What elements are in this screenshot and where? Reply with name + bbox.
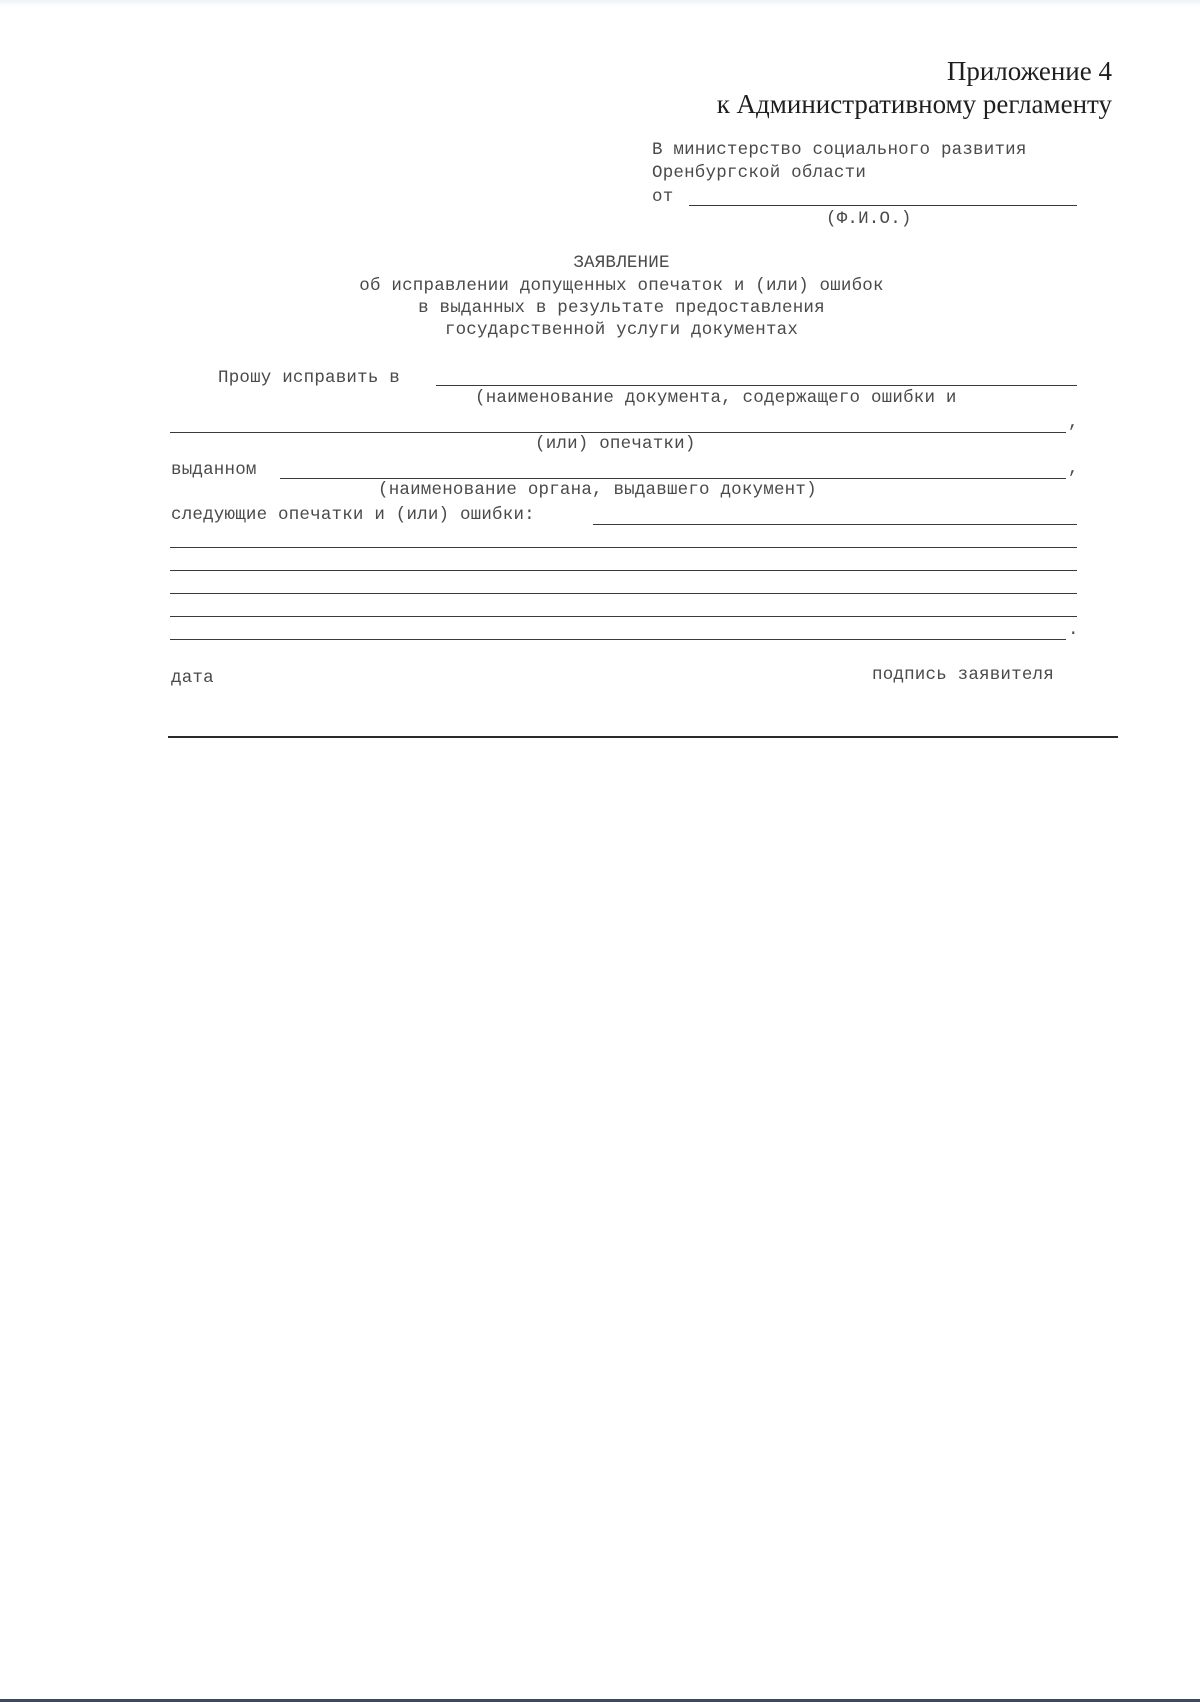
- date-label: дата: [171, 668, 214, 688]
- errors-field-line-6[interactable]: [170, 639, 1066, 640]
- fio-field-line[interactable]: [689, 205, 1077, 206]
- from-label: от: [652, 187, 674, 207]
- statement-subtitle-1: об исправлении допущенных опечаток и (или) ошибок: [359, 276, 884, 296]
- comma-2: ,: [1068, 459, 1079, 479]
- footer-rule: [168, 736, 1118, 738]
- request-label: Прошу исправить в: [218, 368, 400, 388]
- scan-top-edge: [0, 0, 1200, 6]
- fio-hint: (Ф.И.О.): [826, 209, 912, 229]
- annex-line-2: к Административному регламенту: [716, 89, 1112, 119]
- errors-field-line-2[interactable]: [170, 547, 1077, 548]
- issued-label: выданном: [171, 460, 257, 480]
- document-name-hint: (наименование документа, содержащего ошибки и: [475, 388, 957, 408]
- addressee-line-2: Оренбургской области: [652, 163, 867, 183]
- document-name-field-line[interactable]: [436, 385, 1077, 386]
- statement-title: ЗАЯВЛЕНИЕ: [573, 253, 670, 273]
- annex-line-1: Приложение 4: [946, 56, 1112, 86]
- document-name-hint-2: (или) опечатки): [535, 434, 696, 454]
- period: .: [1068, 620, 1079, 640]
- errors-field-line-1[interactable]: [593, 524, 1077, 525]
- comma-1: ,: [1068, 413, 1079, 433]
- addressee-line-1: В министерство социального развития: [652, 140, 1027, 160]
- annex-heading: [717, 55, 1112, 121]
- issuing-organ-hint: (наименование органа, выдавшего документ): [378, 480, 817, 500]
- statement-subtitle-2: в выданных в результате предоставления: [418, 298, 825, 318]
- errors-field-line-4[interactable]: [170, 593, 1077, 594]
- errors-label: следующие опечатки и (или) ошибки:: [171, 505, 535, 525]
- statement-subtitle-3: государственной услуги документах: [444, 320, 799, 340]
- issuing-organ-field-line[interactable]: [280, 478, 1066, 479]
- errors-field-line-5[interactable]: [170, 616, 1077, 617]
- errors-field-line-3[interactable]: [170, 570, 1077, 571]
- document-name-field-line-2[interactable]: [170, 432, 1066, 433]
- signature-label: подпись заявителя: [872, 665, 1054, 685]
